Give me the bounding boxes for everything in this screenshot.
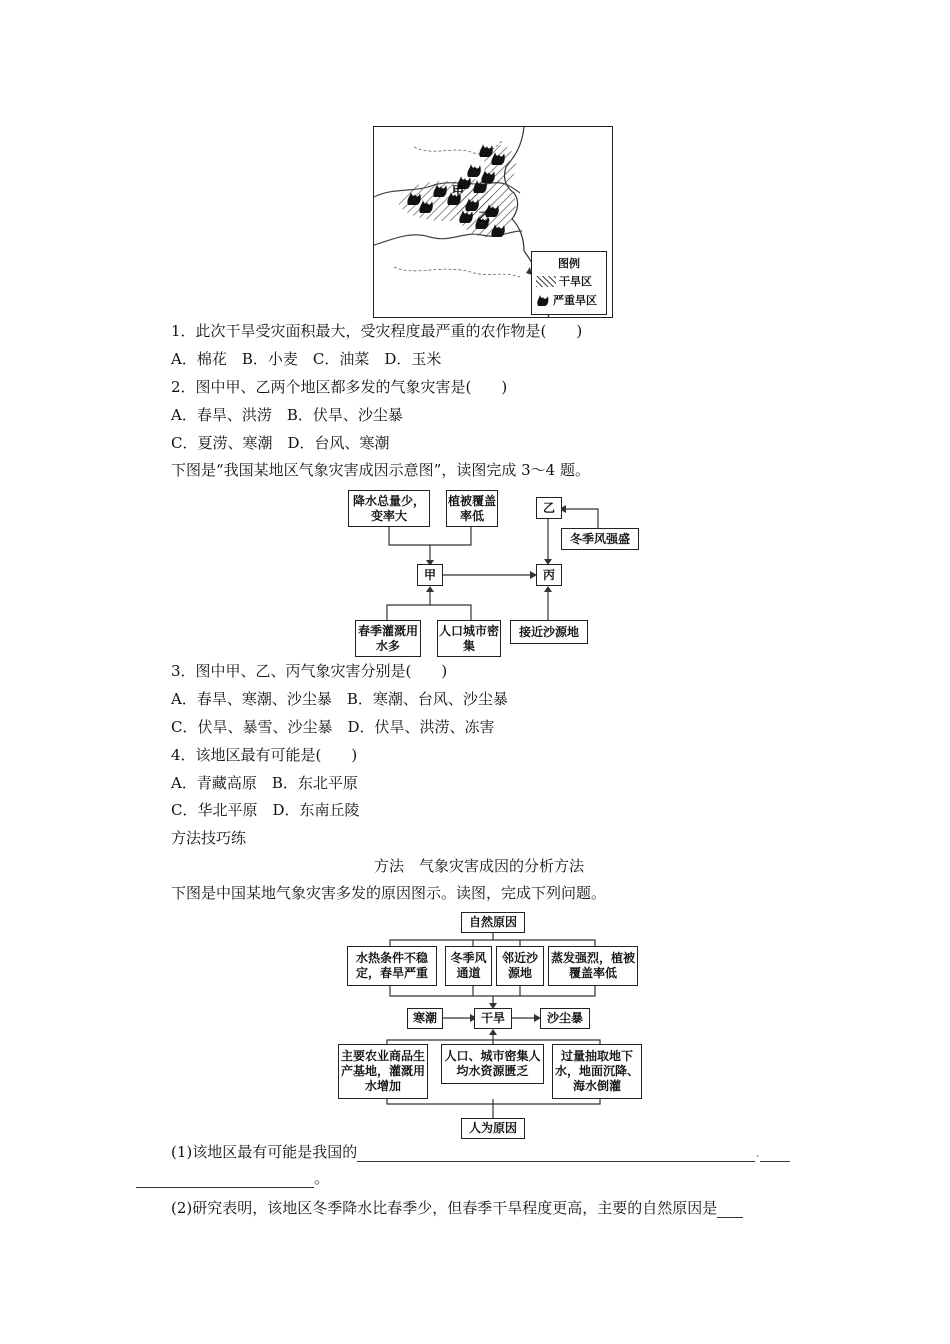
box-water-heat-unstable: 水热条件不稳定，春旱严重 (347, 946, 437, 986)
question-2: 2．图中甲、乙两个地区都多发的气象灾害是( ) (171, 378, 508, 396)
legend-severe: 严重旱区 (553, 294, 597, 307)
box-near-sand-source: 接近沙源地 (510, 620, 588, 644)
box-human-causes: 人为原因 (461, 1118, 525, 1139)
question-3-options-1: A．春旱、寒潮、沙尘暴 B．寒潮、台风、沙尘暴 (171, 690, 508, 708)
question-4-options-1: A．青藏高原 B．东北平原 (171, 774, 358, 792)
box-winter-monsoon: 冬季风强盛 (561, 528, 639, 550)
box-cold-wave: 寒潮 (407, 1008, 443, 1029)
question-4-options-2: C．华北平原 D．东南丘陵 (171, 801, 360, 819)
box-dust-storm: 沙尘暴 (540, 1008, 590, 1029)
question-4: 4．该地区最有可能是( ) (171, 746, 358, 764)
question-1-options: A．棉花 B．小麦 C．油菜 D．玉米 (171, 350, 442, 368)
intro-diagram-2: 下图是中国某地气象灾害多发的原因图示。读图，完成下列问题。 (171, 884, 607, 902)
question-1: 1．此次干旱受灾面积最大，受灾程度最严重的农作物是( ) (171, 322, 583, 340)
answer-blank-1b[interactable] (760, 1145, 790, 1162)
blank-marker: . (755, 1143, 761, 1161)
intro-diagram-1: 下图是“我国某地区气象灾害成因示意图”，读图完成 3～4 题。 (171, 461, 590, 479)
answer-blank-1[interactable] (357, 1145, 755, 1162)
legend-drought: 干旱区 (559, 275, 592, 288)
box-rain-variability: 降水总量少，变率大 (348, 490, 430, 527)
box-near-sand-source-2: 邻近沙源地 (496, 946, 544, 986)
fill-question-1-end: 。 (314, 1169, 330, 1187)
question-2-options-2: C．夏涝、寒潮 D．台风、寒潮 (171, 434, 390, 452)
map-label-jia: 甲 (452, 184, 465, 198)
box-population-water: 人口、城市密集人均水资源匮乏 (441, 1044, 544, 1084)
box-agriculture-base: 主要农业商品生产基地，灌溉用水增加 (338, 1044, 428, 1099)
box-bing: 丙 (536, 564, 562, 586)
question-3-text: 3．图中甲、乙、丙气象灾害分别是( ) (171, 662, 448, 680)
fill-question-1 (171, 1142, 790, 1162)
legend-title: 图例 (558, 257, 580, 270)
question-3-options-2: C．伏旱、暴雪、沙尘暴 D．伏旱、洪涝、冻害 (171, 718, 495, 736)
box-monsoon-channel: 冬季风通道 (445, 946, 492, 986)
box-spring-irrigation: 春季灌溉用水多 (355, 620, 421, 657)
fill-question-1-text: (1)该地区最有可能是我国的 (171, 1143, 358, 1161)
question-2-options-1: A．春旱、洪涝 B．伏旱、沙尘暴 (171, 406, 403, 424)
fill-question-2 (171, 1198, 743, 1218)
method-title: 方法 气象灾害成因的分析方法 (374, 857, 585, 875)
box-vegetation-low: 植被覆盖率低 (446, 490, 498, 527)
fill-question-1-cont (136, 1168, 329, 1188)
box-population-city: 人口城市密集 (437, 620, 501, 657)
section-heading: 方法技巧练 (171, 829, 247, 847)
box-drought: 干旱 (474, 1008, 512, 1029)
answer-blank-1c[interactable] (136, 1171, 314, 1188)
fill-question-2-text: (2)研究表明，该地区冬季降水比春季少，但春季干旱程度更高，主要的自然原因是 (171, 1199, 718, 1217)
box-jia: 甲 (417, 564, 443, 586)
box-groundwater-overuse: 过量抽取地下水，地面沉降、海水倒灌 (552, 1044, 642, 1099)
answer-blank-2[interactable] (717, 1201, 743, 1218)
map-label-yi: 乙 (478, 210, 491, 224)
box-evaporation-strong: 蒸发强烈，植被覆盖率低 (548, 946, 638, 986)
box-natural-causes: 自然原因 (461, 912, 525, 933)
box-yi: 乙 (536, 497, 562, 519)
